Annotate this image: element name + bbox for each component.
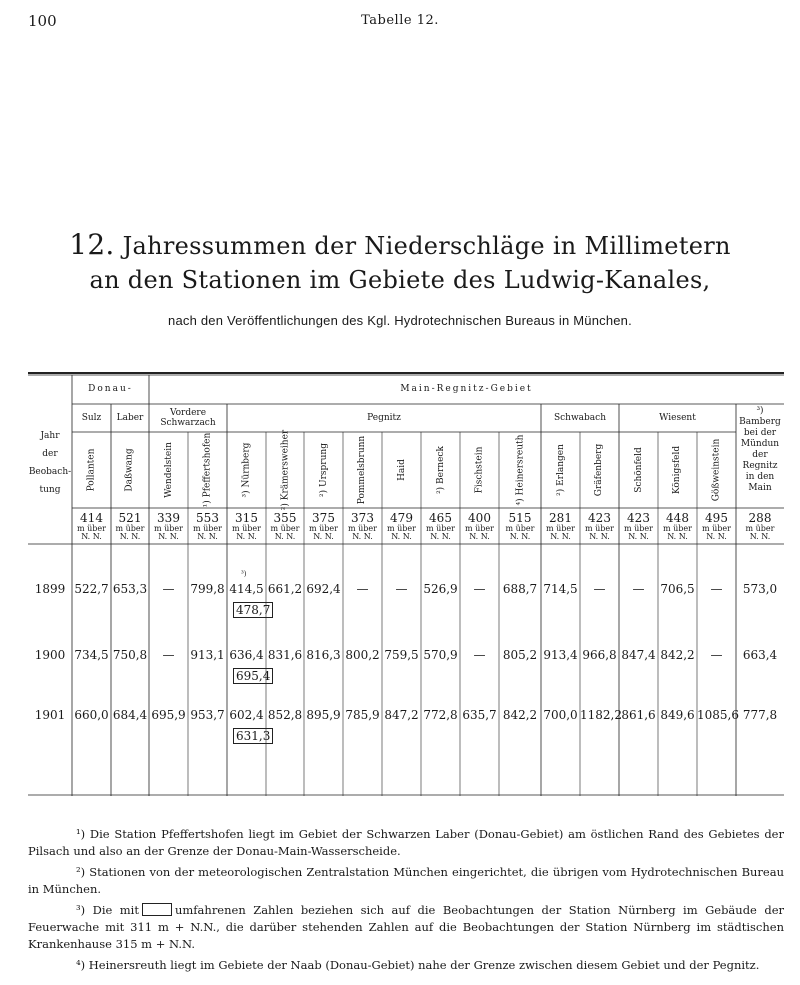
subgroup-schwabach: Schwabach xyxy=(553,413,607,423)
station-header-haid xyxy=(382,432,421,508)
station-name: Gräfenberg xyxy=(594,443,605,497)
footnote-1 xyxy=(28,826,784,860)
altitude-value: 281 xyxy=(549,511,572,525)
footnote-mark: ²) xyxy=(76,865,86,879)
subgroup-vordere-schwarzach xyxy=(149,404,227,432)
year-1900: 1900 xyxy=(34,648,66,662)
station-header-fischstein xyxy=(460,432,499,508)
altitude-unit: N. N. xyxy=(119,532,141,541)
station-name: Schönfeld xyxy=(633,447,644,493)
table-cell: — xyxy=(395,582,408,596)
altitude-unit-cell xyxy=(72,525,111,541)
footnote-4 xyxy=(28,957,784,974)
table-cell: 692,4 xyxy=(306,582,341,596)
altitude-unit-cell xyxy=(541,525,580,541)
table-cell: 847,2 xyxy=(384,708,419,722)
station-header-pollanten xyxy=(72,432,111,508)
subgroup-pegnitz: Pegnitz xyxy=(367,413,401,423)
table-cell: 842,2 xyxy=(502,708,538,722)
table-cell: — xyxy=(593,582,606,596)
station-name: ⁴) Heinersreuth xyxy=(515,434,526,506)
table-cell: 526,9 xyxy=(423,582,458,596)
table-cell: 831,6 xyxy=(267,648,303,662)
table-cell: 772,8 xyxy=(423,708,458,722)
altitude-value: 495 xyxy=(705,511,728,525)
table-cell: 522,7 xyxy=(74,582,109,596)
bamberg-line: Regnitz xyxy=(742,461,778,471)
altitude-unit-cell xyxy=(658,525,697,541)
altitude-unit: N. N. xyxy=(706,532,727,541)
group-header-main-regnitz: Main-Regnitz-Gebiet xyxy=(400,384,533,394)
table-cell: 706,5 xyxy=(660,582,695,596)
subgroup-line: Schwarzach xyxy=(160,418,216,428)
table-cell: 1182,2 xyxy=(580,708,622,722)
station-name: Daßwang xyxy=(125,448,136,492)
table-cell: 800,2 xyxy=(345,648,380,662)
footnote-mark: ¹) xyxy=(76,827,86,841)
title-block xyxy=(0,228,800,328)
table-cell: 913,4 xyxy=(543,648,578,662)
footnote-text: umfahrenen Zahlen beziehen sich auf die Beobachtungen der Station Nürnberg im Gebäude der Feuerwache mit 311 m + N.N., die darüber stehenden Zahlen auf die Beobachtungen der Station Nürnberg im städtischen Krankenhause 315 m + N.N. xyxy=(28,903,785,951)
bamberg-line: bei der xyxy=(743,428,777,438)
footnote-3 xyxy=(28,902,784,953)
table-cell: 842,2 xyxy=(660,648,695,662)
station-name: Gößweinstein xyxy=(711,438,722,502)
station-header-schönfeld xyxy=(619,432,658,508)
precipitation-table xyxy=(28,372,784,796)
station-name: ¹) Pfeffertshofen xyxy=(202,432,213,508)
table-cell: 785,9 xyxy=(345,708,380,722)
table-cell: 602,4 xyxy=(229,708,264,722)
boxed-value-nuernberg: 478,7 xyxy=(233,602,273,618)
table-cell: 635,7 xyxy=(462,708,497,722)
bamberg-header xyxy=(736,406,784,494)
station-header-daßwang xyxy=(111,432,149,508)
altitude-unit: N. N. xyxy=(81,532,102,541)
altitude-unit-cell xyxy=(697,525,736,541)
station-name: ³) Nürnberg xyxy=(241,442,252,498)
table-cell: — xyxy=(356,582,369,596)
altitude-value: 414 xyxy=(80,511,103,525)
altitude-unit-cell xyxy=(149,525,188,541)
bamberg-line: Mündun xyxy=(740,439,780,449)
station-header-nürnberg xyxy=(227,432,266,508)
altitude-value: 400 xyxy=(468,511,491,525)
table-cell: 660,0 xyxy=(74,708,109,722)
subgroup-line: Vordere xyxy=(169,408,207,418)
side-label-line: Beobach- xyxy=(28,467,72,477)
altitude-unit: m über xyxy=(426,524,455,533)
bamberg-line: in den xyxy=(745,472,775,482)
table-cell: — xyxy=(473,648,486,662)
boxed-value-nuernberg: 695,4 xyxy=(233,668,273,684)
altitude-unit: N. N. xyxy=(352,532,373,541)
altitude-value: 339 xyxy=(157,511,180,525)
bamberg-line: der xyxy=(752,450,768,460)
table-cell: — xyxy=(162,582,175,596)
altitude-unit: m über xyxy=(309,524,338,533)
altitude-value: 448 xyxy=(666,511,689,525)
footnote-text: Die Station Pfeffertshofen liegt im Gebiet der Schwarzen Laber (Donau-Gebiet) am östlichen Rand des Gebietes der Pilsach und also an der Grenze der Donau-Main-Wasserscheide. xyxy=(28,827,784,858)
station-header-erlangen xyxy=(541,432,580,508)
box-symbol xyxy=(142,903,172,916)
page-number: 100 xyxy=(28,12,57,30)
altitude-unit: N. N. xyxy=(274,532,296,541)
subgroup-sulz: Sulz xyxy=(81,413,102,423)
table-cell: 688,7 xyxy=(502,582,538,596)
altitude-unit: m über xyxy=(154,524,183,533)
station-name: Wendelstein xyxy=(163,442,174,498)
altitude-unit-cell xyxy=(736,525,784,541)
altitude-value: 288 xyxy=(748,511,772,525)
altitude-unit-cell xyxy=(266,525,304,541)
subtitle: nach den Veröffentlichungen des Kgl. Hydrotechnischen Bureaus in München. xyxy=(168,313,632,328)
table-cell: — xyxy=(710,648,723,662)
table-cell: 636,4 xyxy=(229,648,264,662)
table-cell: 734,5 xyxy=(74,648,109,662)
table-cell: 847,4 xyxy=(621,648,656,662)
table-cell: 684,4 xyxy=(112,708,148,722)
footnote-text: Heinersreuth liegt im Gebiete der Naab (Donau-Gebiet) nahe der Grenze zwischen diesem Gebiet und der Pegnitz. xyxy=(88,958,760,972)
table-cell: 953,7 xyxy=(190,708,225,722)
footnote-text: Die mit xyxy=(92,903,139,917)
table-cell: 663,4 xyxy=(742,648,778,662)
altitude-unit-cell xyxy=(343,525,382,541)
altitude-unit: N. N. xyxy=(391,532,412,541)
table-cell: 861,6 xyxy=(621,708,656,722)
altitude-value: 373 xyxy=(351,511,374,525)
footnote-mark: ³) xyxy=(76,903,86,917)
altitude-unit: N. N. xyxy=(197,532,218,541)
altitude-value: 479 xyxy=(390,511,413,525)
footnotes xyxy=(28,826,784,978)
altitude-unit: N. N. xyxy=(158,532,179,541)
altitude-value: 521 xyxy=(118,511,142,525)
table-cell: 414,5 xyxy=(229,582,264,596)
nuernberg-note: ³) xyxy=(241,570,247,578)
station-name: ²) Erlangen xyxy=(555,444,566,496)
altitude-value: 465 xyxy=(429,511,452,525)
table-cell: 714,5 xyxy=(543,582,578,596)
altitude-unit-cell xyxy=(111,525,149,541)
table-cell: 750,8 xyxy=(112,648,148,662)
table-cell: 777,8 xyxy=(742,708,778,722)
table-cell: 661,2 xyxy=(267,582,303,596)
altitude-unit-cell xyxy=(421,525,460,541)
bamberg-line: Main xyxy=(748,483,772,493)
table-cell: — xyxy=(473,582,486,596)
station-header-gößweinstein xyxy=(697,432,736,508)
bamberg-line: Bamberg xyxy=(739,417,781,427)
station-name: Pollanten xyxy=(86,448,97,492)
station-header-gräfenberg xyxy=(580,432,619,508)
altitude-unit: N. N. xyxy=(236,532,257,541)
altitude-unit-cell xyxy=(499,525,541,541)
table-cell: 966,8 xyxy=(582,648,617,662)
table-cell: — xyxy=(710,582,723,596)
subgroup-wiesent: Wiesent xyxy=(659,413,696,423)
altitude-unit: m über xyxy=(77,524,106,533)
station-name: ²) Ursprung xyxy=(318,443,329,497)
table-number: 12. xyxy=(69,228,115,261)
table-cell: 570,9 xyxy=(423,648,458,662)
altitude-unit: m über xyxy=(745,524,775,533)
altitude-unit: m über xyxy=(193,524,222,533)
title-line-2: an den Stationen im Gebiete des Ludwig-Kanales, xyxy=(89,266,711,294)
table-cell: 695,9 xyxy=(151,708,186,722)
altitude-unit: N. N. xyxy=(589,532,610,541)
altitude-unit-cell xyxy=(304,525,343,541)
table-cell: — xyxy=(162,648,175,662)
altitude-unit: N. N. xyxy=(628,532,649,541)
station-name: Fischstein xyxy=(474,446,485,494)
side-label-line: tung xyxy=(39,485,61,495)
altitude-value: 355 xyxy=(273,511,297,525)
altitude-unit: m über xyxy=(663,524,692,533)
altitude-unit: m über xyxy=(270,524,300,533)
table-cell: 653,3 xyxy=(112,582,148,596)
page-header xyxy=(0,0,800,40)
altitude-unit: m über xyxy=(585,524,614,533)
side-label-line: der xyxy=(42,449,58,459)
altitude-unit-cell xyxy=(188,525,227,541)
year-1899: 1899 xyxy=(34,582,66,596)
station-header-pommelsbrunn xyxy=(343,432,382,508)
altitude-unit: m über xyxy=(702,524,731,533)
year-column-header xyxy=(28,427,72,499)
table-cell: 852,8 xyxy=(267,708,303,722)
table-cell: 759,5 xyxy=(384,648,419,662)
running-head: Tabelle 12. xyxy=(361,13,439,28)
altitude-unit-cell xyxy=(460,525,499,541)
altitude-unit: m über xyxy=(624,524,653,533)
station-header-königsfeld xyxy=(658,432,697,508)
altitude-value: 423 xyxy=(588,511,611,525)
boxed-value-nuernberg: 631,3 xyxy=(233,728,273,744)
footnote-mark: ⁴) xyxy=(76,958,86,972)
altitude-unit: N. N. xyxy=(550,532,571,541)
title-text-1: Jahressummen der Niederschläge in Millimetern xyxy=(122,232,731,260)
altitude-unit-cell xyxy=(227,525,266,541)
table-cell: 913,1 xyxy=(190,648,225,662)
table-cell: 700,0 xyxy=(543,708,578,722)
altitude-unit: m über xyxy=(465,524,494,533)
altitude-unit: N. N. xyxy=(749,532,771,541)
altitude-unit: m über xyxy=(115,524,145,533)
station-header-krämersweiher xyxy=(266,429,304,511)
side-label-line: Jahr xyxy=(40,431,60,441)
altitude-unit: N. N. xyxy=(313,532,334,541)
title-line-1 xyxy=(0,228,800,263)
altitude-unit-cell xyxy=(619,525,658,541)
subgroup-laber: Laber xyxy=(116,413,144,423)
footnote-2 xyxy=(28,864,784,898)
altitude-unit: N. N. xyxy=(509,532,531,541)
altitude-unit: m über xyxy=(232,524,261,533)
station-name: ²) Krämersweiher xyxy=(280,429,290,511)
altitude-unit: m über xyxy=(348,524,377,533)
altitude-unit: N. N. xyxy=(667,532,688,541)
table-cell: 895,9 xyxy=(306,708,341,722)
altitude-unit: N. N. xyxy=(469,532,490,541)
year-1901: 1901 xyxy=(34,708,66,722)
table-cell: 799,8 xyxy=(190,582,225,596)
group-header-donau: Donau- xyxy=(88,384,133,394)
altitude-unit: N. N. xyxy=(430,532,451,541)
table-cell: 805,2 xyxy=(502,648,538,662)
table-cell: 816,3 xyxy=(306,648,341,662)
station-header-ursprung xyxy=(304,432,343,508)
altitude-unit: m über xyxy=(505,524,535,533)
altitude-unit-cell xyxy=(382,525,421,541)
altitude-value: 423 xyxy=(627,511,650,525)
station-header-berneck xyxy=(421,432,460,508)
table-cell: 849,6 xyxy=(660,708,695,722)
station-name: ²) Berneck xyxy=(435,446,446,494)
station-header-wendelstein xyxy=(149,432,188,508)
altitude-unit: m über xyxy=(546,524,575,533)
altitude-value: 553 xyxy=(196,511,219,525)
station-name: Pommelsbrunn xyxy=(357,435,368,505)
altitude-value: 515 xyxy=(508,511,532,525)
table-cell: — xyxy=(632,582,645,596)
station-name: Haid xyxy=(396,459,407,481)
altitude-unit: m über xyxy=(387,524,416,533)
altitude-value: 315 xyxy=(235,511,258,525)
station-header-heinersreuth xyxy=(499,432,541,508)
station-name: Königsfeld xyxy=(672,445,683,495)
footnote-text: Stationen von der meteorologischen Zentralstation München eingerichtet, die übrigen vom Hydrotechnischen Bureau in München. xyxy=(28,865,784,896)
table-cell: 573,0 xyxy=(742,582,778,596)
station-header-pfeffertshofen xyxy=(188,432,227,508)
bamberg-note: ³) xyxy=(756,406,764,416)
altitude-value: 375 xyxy=(312,511,335,525)
altitude-unit-cell xyxy=(580,525,619,541)
table-cell: 1085,6 xyxy=(697,708,739,722)
